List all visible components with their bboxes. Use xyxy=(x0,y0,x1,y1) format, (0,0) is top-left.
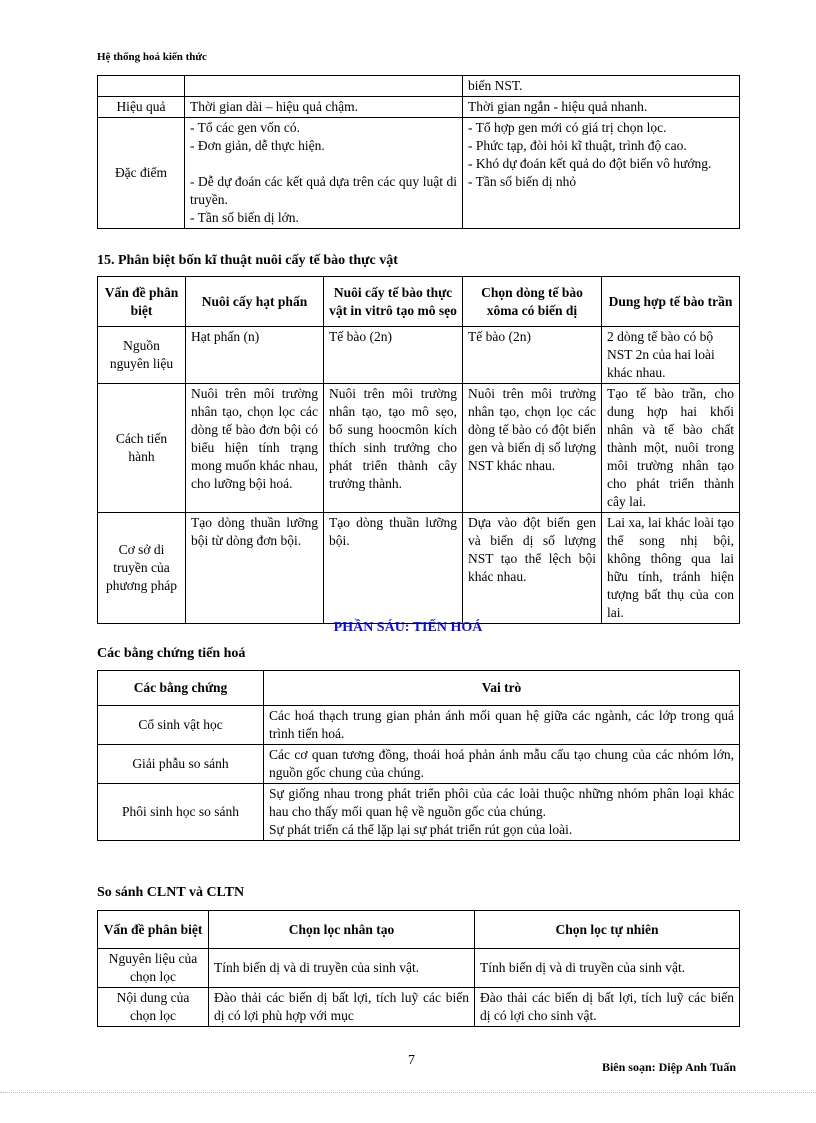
row-label: Nguyên liệu của chọn lọc xyxy=(98,949,209,988)
table-row xyxy=(98,784,740,841)
column-header: Chọn lọc nhân tạo xyxy=(209,911,475,949)
row-label xyxy=(98,76,185,97)
cell xyxy=(463,118,740,229)
column-header: Vấn đề phân biệt xyxy=(98,277,186,327)
author-credit: Biên soạn: Diệp Anh Tuấn xyxy=(601,1060,736,1074)
row-label: Hiệu quả xyxy=(98,97,185,118)
list-item: - Tổ các gen vốn có. xyxy=(190,120,300,135)
cell: 2 dòng tế bào có bộ NST 2n của hai loài khác nhau. xyxy=(602,327,740,384)
section-title-evidence: Các bằng chứng tiến hoá xyxy=(97,646,246,661)
section-title-compare: So sánh CLNT và CLTN xyxy=(97,885,245,900)
selection-comparison-table xyxy=(97,910,740,1027)
cell: Tạo dòng thuần lưỡng bội từ dòng đơn bội. xyxy=(186,513,324,624)
list-item: - Tần số biến dị lớn. xyxy=(190,210,299,225)
cell: Nuôi trên môi trường nhân tạo, chọn lọc các dòng tế bào đơn bội có biểu hiện tính trạng mong muốn khác nhau, cho lưỡng bội hoá. xyxy=(186,384,324,513)
table-header-row xyxy=(98,277,740,327)
cell: Dựa vào đột biến gen và biến dị số lượng NST tạo thể lệch bội khác nhau. xyxy=(463,513,602,624)
cell: Các cơ quan tương đồng, thoái hoá phản ánh mẫu cấu tạo chung của các nhóm lớn, nguồn gốc chung của chúng. xyxy=(264,745,740,784)
cell xyxy=(264,784,740,841)
cell: Nuôi trên môi trường nhân tạo, chọn lọc các dòng tế bào có đột biến gen và biến dị số lượng NST khác nhau. xyxy=(463,384,602,513)
cell: Tạo tế bào trần, cho dung hợp hai khối nhân và tế bào chất thành một, nuôi trong môi trường nhân tạo cho phát triển thành cây lai. xyxy=(602,384,740,513)
column-header: Chọn dòng tế bào xôma có biến dị xyxy=(463,277,602,327)
cell: Đào thải các biến dị bất lợi, tích luỹ các biến dị có lợi phù hợp với mục xyxy=(209,988,475,1027)
table-row xyxy=(98,745,740,784)
cell: Tính biến dị và di truyền của sinh vật. xyxy=(209,949,475,988)
row-label: Nội dung của chọn lọc xyxy=(98,988,209,1027)
table-row xyxy=(98,706,740,745)
column-header: Các bằng chứng xyxy=(98,671,264,706)
column-header: Vấn đề phân biệt xyxy=(98,911,209,949)
row-label: Cách tiến hành xyxy=(98,384,186,513)
row-label: Giải phẫu so sánh xyxy=(98,745,264,784)
table-row xyxy=(98,384,740,513)
table-header-row xyxy=(98,911,740,949)
cell: Lai xa, lai khác loài tạo thể song nhị bội, không thông qua lai hữu tính, tránh hiện tượng bất thụ của con lai. xyxy=(602,513,740,624)
column-header: Dung hợp tế bào trần xyxy=(602,277,740,327)
row-label: Đặc điểm xyxy=(98,118,185,229)
cell: Thời gian ngắn - hiệu quả nhanh. xyxy=(463,97,740,118)
cell xyxy=(185,76,463,97)
table-row xyxy=(98,513,740,624)
list-item: - Đơn giản, dễ thực hiện. xyxy=(190,138,325,153)
table-row xyxy=(98,97,740,118)
cell: Hạt phấn (n) xyxy=(186,327,324,384)
cell: Đào thải các biến dị bất lợi, tích luỹ các biến dị có lợi cho sinh vật. xyxy=(475,988,740,1027)
table-row xyxy=(98,76,740,97)
table-header-row xyxy=(98,671,740,706)
cell xyxy=(185,118,463,229)
list-item: - Tần số biến dị nhỏ xyxy=(468,174,577,189)
table-row xyxy=(98,118,740,229)
table-row xyxy=(98,949,740,988)
row-label: Cơ sở di truyền của phương pháp xyxy=(98,513,186,624)
cell: Tính biến dị và di truyền của sinh vật. xyxy=(475,949,740,988)
list-item: Sự giống nhau trong phát triển phôi của các loài thuộc những nhóm phân loại khác hau cho thấy mối quan hệ về nguồn gốc của chúng. xyxy=(269,786,734,819)
comparison-table-1 xyxy=(97,75,740,229)
page-divider xyxy=(0,1092,816,1093)
column-header: Nuôi cấy hạt phấn xyxy=(186,277,324,327)
cell: Các hoá thạch trung gian phản ánh mối quan hệ giữa các ngành, các lớp trong quá trình tiến hoá. xyxy=(264,706,740,745)
list-item: - Phức tạp, đòi hỏi kĩ thuật, trình độ cao. xyxy=(468,138,687,153)
table-row xyxy=(98,327,740,384)
list-item: - Tổ hợp gen mới có giá trị chọn lọc. xyxy=(468,120,667,135)
column-header: Chọn lọc tự nhiên xyxy=(475,911,740,949)
page-number: 7 xyxy=(408,1053,415,1068)
section-title-15: 15. Phân biệt bốn kĩ thuật nuôi cấy tế bào thực vật xyxy=(97,253,398,268)
cell: Tế bào (2n) xyxy=(324,327,463,384)
cell: Thời gian dài – hiệu quả chậm. xyxy=(185,97,463,118)
cell: Tạo dòng thuần lưỡng bội. xyxy=(324,513,463,624)
list-item: - Khó dự đoán kết quả do đột biến vô hướng. xyxy=(468,156,712,171)
list-item: Sự phát triển cá thể lặp lại sự phát triển rút gọn của loài. xyxy=(269,822,573,837)
evolution-evidence-table xyxy=(97,670,740,841)
cell: biến NST. xyxy=(463,76,740,97)
column-header: Vai trò xyxy=(264,671,740,706)
cell-culture-table xyxy=(97,276,740,624)
column-header: Nuôi cấy tế bào thực vật in vitrô tạo mô sẹo xyxy=(324,277,463,327)
cell: Tế bào (2n) xyxy=(463,327,602,384)
page-header: Hệ thống hoá kiến thức xyxy=(97,51,207,63)
row-label: Cổ sinh vật học xyxy=(98,706,264,745)
row-label: Nguồn nguyên liệu xyxy=(98,327,186,384)
row-label: Phôi sinh học so sánh xyxy=(98,784,264,841)
table-row xyxy=(98,988,740,1027)
cell: Nuôi trên môi trường nhân tạo, tạo mô sẹo, bổ sung hoocmôn kích thích sinh trưởng cho phát triển thành cây trưởng thành. xyxy=(324,384,463,513)
list-item: - Dễ dự đoán các kết quả dựa trên các quy luật di truyền. xyxy=(190,174,457,207)
part-title: PHẦN SÁU: TIẾN HOÁ xyxy=(333,620,483,635)
